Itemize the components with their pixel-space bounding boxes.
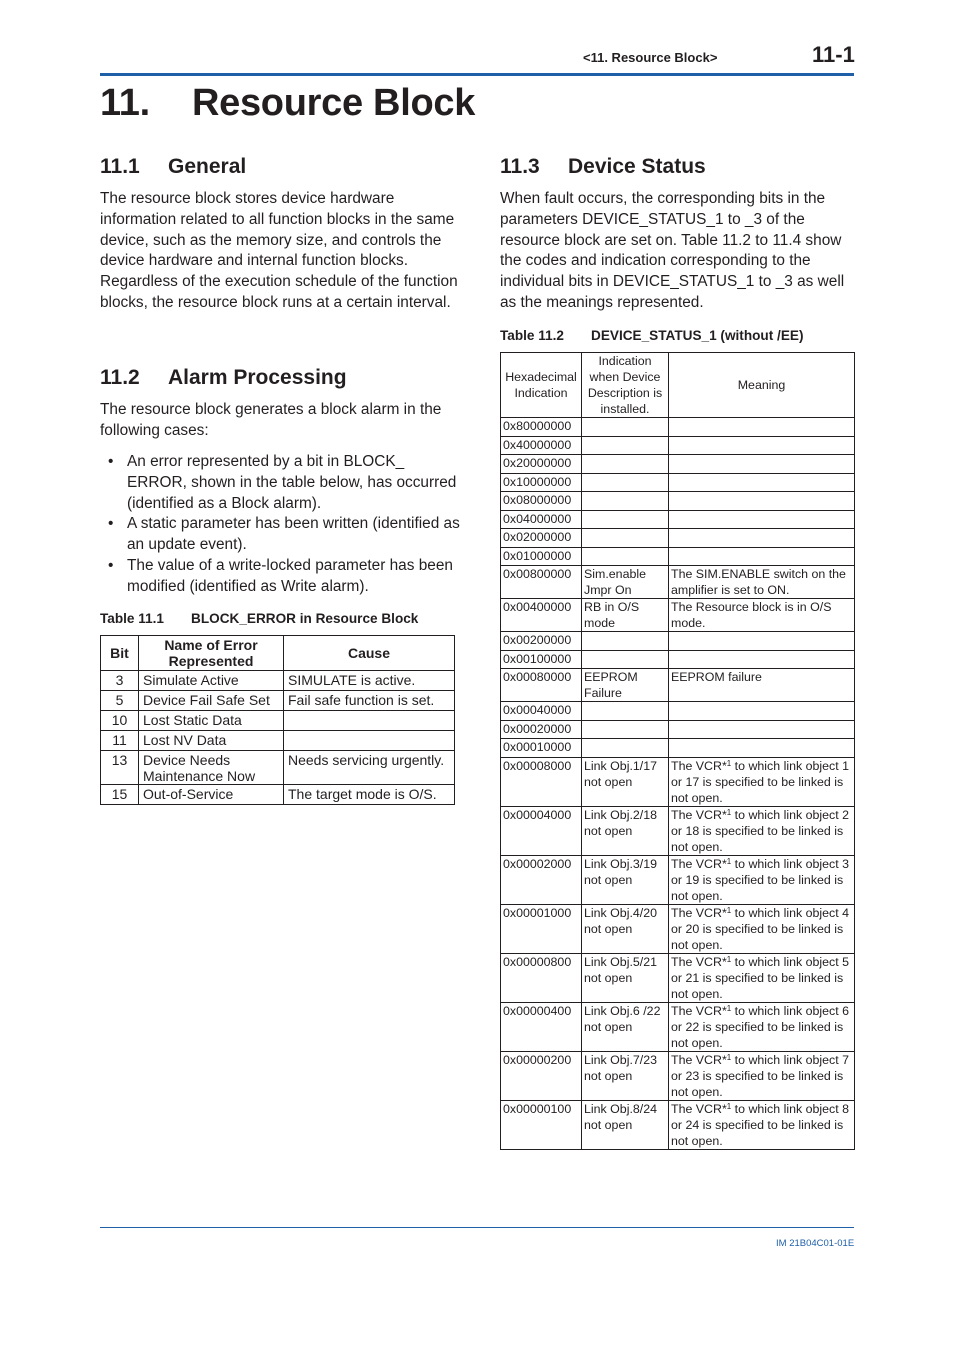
table-row <box>501 806 855 855</box>
device-status-table <box>500 352 855 1150</box>
meaning-text: to which link object 3 or 19 is specified to be linked is not open. <box>671 856 850 903</box>
table-row <box>501 455 855 474</box>
vcr-prefix: The VCR* <box>671 807 727 822</box>
table-cell: Simulate Active <box>139 671 284 691</box>
table-cell: Lost Static Data <box>139 711 284 731</box>
table-cell: 0x00020000 <box>501 720 582 739</box>
footnote-marker: 1 <box>726 1003 732 1013</box>
table-cell <box>669 650 855 669</box>
table-row <box>501 547 855 566</box>
table-row <box>501 702 855 721</box>
table-row <box>501 566 855 599</box>
section-number: 11.2 <box>100 366 140 389</box>
meaning-text: to which link object 1 or 17 is specified to be linked is not open. <box>671 758 850 805</box>
table-cell: Link Obj.3/19 not open <box>582 855 669 904</box>
header-rule <box>100 73 854 76</box>
table-row <box>501 650 855 669</box>
table-cell: 3 <box>101 671 139 691</box>
table-cell <box>669 739 855 758</box>
column-header: Name of Error Represented <box>139 636 284 671</box>
table-row <box>501 473 855 492</box>
table-cell <box>669 632 855 651</box>
table-cell <box>669 436 855 455</box>
footnote-marker: 1 <box>726 856 732 866</box>
table-cell: 0x00010000 <box>501 739 582 758</box>
column-header: Cause <box>284 636 455 671</box>
table-cell: EEPROM Failure <box>582 669 669 702</box>
table-row <box>501 739 855 758</box>
table-row <box>501 720 855 739</box>
table-cell: 0x00002000 <box>501 855 582 904</box>
table-cell <box>582 702 669 721</box>
footnote-marker: 1 <box>726 1052 732 1062</box>
document-id: IM 21B04C01-01E <box>776 1238 855 1249</box>
table-cell <box>582 492 669 511</box>
section-heading-device-status <box>500 155 706 179</box>
meaning-text: to which link object 8 or 24 is specified to be linked is not open. <box>671 1101 850 1148</box>
table-row <box>101 671 455 691</box>
section-number: 11.1 <box>100 155 140 178</box>
caption-title: DEVICE_STATUS_1 (without /EE) <box>591 328 804 343</box>
meaning-text: to which link object 5 or 21 is specified to be linked is not open. <box>671 954 850 1001</box>
table-cell: Needs servicing urgently. <box>284 751 455 785</box>
table-cell: Link Obj.6 /22 not open <box>582 1002 669 1051</box>
table-cell: Lost NV Data <box>139 731 284 751</box>
table-cell: 0x00800000 <box>501 566 582 599</box>
table-cell: Link Obj.8/24 not open <box>582 1100 669 1149</box>
table-row <box>501 436 855 455</box>
table-cell: The target mode is O/S. <box>284 785 455 805</box>
chapter-title <box>100 82 475 125</box>
table-cell <box>582 510 669 529</box>
table-cell: Link Obj.4/20 not open <box>582 904 669 953</box>
table-cell: 0x00200000 <box>501 632 582 651</box>
section-title: Device Status <box>568 155 706 178</box>
running-header-section: <11. Resource Block> <box>583 50 718 65</box>
table-cell <box>669 806 855 855</box>
section-number: 11.3 <box>500 155 540 178</box>
table-cell <box>669 510 855 529</box>
meaning-text: to which link object 2 or 18 is specified to be linked is not open. <box>671 807 850 854</box>
table-cell: 0x20000000 <box>501 455 582 474</box>
table-row <box>501 1002 855 1051</box>
table-cell: Link Obj.2/18 not open <box>582 806 669 855</box>
table-cell <box>669 953 855 1002</box>
table-row <box>501 529 855 548</box>
footnote-marker: 1 <box>726 807 732 817</box>
table-row <box>501 632 855 651</box>
vcr-prefix: The VCR* <box>671 1003 727 1018</box>
table-cell <box>582 436 669 455</box>
bullet-item: • The value of a write-locked parameter has been modified (identified as Write alarm). <box>100 556 460 598</box>
table-cell: SIMULATE is active. <box>284 671 455 691</box>
table-cell: Fail safe function is set. <box>284 691 455 711</box>
device-status-body: When fault occurs, the corresponding bits in the parameters DEVICE_STATUS_1 to _3 of the resource block are set on. Table 11.2 to 11.4 show the codes and indication corresponding to the individual bits in DEVICE_STATUS_1 to _3 as well as the meanings represented. <box>500 190 845 311</box>
alarm-body: The resource block generates a block alarm in the following cases: <box>100 401 442 439</box>
table-cell: 11 <box>101 731 139 751</box>
table-row <box>501 855 855 904</box>
vcr-prefix: The VCR* <box>671 1101 727 1116</box>
table-cell: 0x00000100 <box>501 1100 582 1149</box>
table-row <box>501 599 855 632</box>
table-row <box>501 953 855 1002</box>
table-cell <box>669 492 855 511</box>
section-heading-alarm <box>100 366 347 390</box>
table-cell: The Resource block is in O/S mode. <box>669 599 855 632</box>
table-cell: The SIM.ENABLE switch on the amplifier is set to ON. <box>669 566 855 599</box>
table-cell <box>669 720 855 739</box>
caption-number: Table 11.2 <box>500 328 564 343</box>
table-header-row <box>501 353 855 418</box>
table-row <box>501 1051 855 1100</box>
table-row <box>101 785 455 805</box>
table-cell <box>669 904 855 953</box>
table-cell <box>669 418 855 437</box>
column-header: Meaning <box>669 353 855 418</box>
table-cell: 13 <box>101 751 139 785</box>
table-cell: 5 <box>101 691 139 711</box>
footnote-marker: 1 <box>726 1101 732 1111</box>
table-cell <box>582 650 669 669</box>
table-cell: 0x00400000 <box>501 599 582 632</box>
table-cell: Device Fail Safe Set <box>139 691 284 711</box>
block-error-table <box>100 635 455 805</box>
table2-caption <box>500 328 803 343</box>
table-cell <box>669 1051 855 1100</box>
table-cell: 0x00000400 <box>501 1002 582 1051</box>
vcr-prefix: The VCR* <box>671 856 727 871</box>
table-cell: 0x00000800 <box>501 953 582 1002</box>
table-cell: 0x00001000 <box>501 904 582 953</box>
vcr-prefix: The VCR* <box>671 1052 727 1067</box>
table-cell <box>582 455 669 474</box>
table-cell <box>582 720 669 739</box>
section-title: General <box>168 155 247 178</box>
table-row <box>501 418 855 437</box>
table-header-row <box>101 636 455 671</box>
table-cell: Link Obj.7/23 not open <box>582 1051 669 1100</box>
table-cell: 0x00040000 <box>501 702 582 721</box>
chapter-number: 11. <box>100 82 150 124</box>
table-row <box>501 757 855 806</box>
table-row <box>501 904 855 953</box>
table-row <box>101 691 455 711</box>
table-cell: EEPROM failure <box>669 669 855 702</box>
chapter-title-text: Resource Block <box>192 82 476 124</box>
table-cell <box>582 547 669 566</box>
meaning-text: to which link object 6 or 22 is specified to be linked is not open. <box>671 1003 850 1050</box>
table-cell: Out-of-Service <box>139 785 284 805</box>
bullet-item: • An error represented by a bit in BLOCK_ ERROR, shown in the table below, has occurred (identified as a Block alarm). <box>100 452 460 514</box>
meaning-text: to which link object 4 or 20 is specified to be linked is not open. <box>671 905 850 952</box>
table-cell: 0x04000000 <box>501 510 582 529</box>
page-number: 11-1 <box>812 42 855 67</box>
caption-number: Table 11.1 <box>100 611 164 626</box>
table-row <box>501 510 855 529</box>
table-cell: 15 <box>101 785 139 805</box>
table-cell: 0x08000000 <box>501 492 582 511</box>
table-cell: 0x02000000 <box>501 529 582 548</box>
table-cell: Sim.enable Jmpr On <box>582 566 669 599</box>
alarm-bullet-list <box>100 452 460 598</box>
table-cell <box>669 455 855 474</box>
vcr-prefix: The VCR* <box>671 905 727 920</box>
section-heading-general <box>100 155 246 179</box>
table-cell <box>669 529 855 548</box>
table-cell <box>669 547 855 566</box>
table-cell: 0x40000000 <box>501 436 582 455</box>
table-cell: 0x00008000 <box>501 757 582 806</box>
table-cell <box>669 702 855 721</box>
footnote-marker: 1 <box>726 954 732 964</box>
table-cell: RB in O/S mode <box>582 599 669 632</box>
table-cell: Link Obj.5/21 not open <box>582 953 669 1002</box>
table-cell <box>669 855 855 904</box>
bullet-item: • A static parameter has been written (identified as an update event). <box>100 514 460 556</box>
table-row <box>501 669 855 702</box>
table-cell: 0x01000000 <box>501 547 582 566</box>
table-row <box>101 731 455 751</box>
section-title: Alarm Processing <box>168 366 347 389</box>
table-cell <box>669 473 855 492</box>
table-cell: 0x00000200 <box>501 1051 582 1100</box>
footer-rule <box>100 1227 854 1228</box>
table-cell: 0x10000000 <box>501 473 582 492</box>
table-cell <box>582 632 669 651</box>
table-cell <box>669 1002 855 1051</box>
vcr-prefix: The VCR* <box>671 954 727 969</box>
footnote-marker: 1 <box>726 905 732 915</box>
meaning-text: to which link object 7 or 23 is specified to be linked is not open. <box>671 1052 850 1099</box>
table-cell <box>582 418 669 437</box>
vcr-prefix: The VCR* <box>671 758 727 773</box>
table-cell: 0x00100000 <box>501 650 582 669</box>
table-row <box>101 751 455 785</box>
general-body: The resource block stores device hardware information related to all function blocks in the same device, such as the memory size, and controls the device hardware and internal function blocks. Regardless of the execution schedule of the function blocks, the resource block runs at a certain interval. <box>100 190 458 311</box>
table-cell <box>284 711 455 731</box>
table-cell: Link Obj.1/17 not open <box>582 757 669 806</box>
table-cell <box>284 731 455 751</box>
table-cell <box>582 473 669 492</box>
table-cell <box>582 739 669 758</box>
table1-caption <box>100 611 418 626</box>
table-cell <box>669 757 855 806</box>
column-header: Bit <box>101 636 139 671</box>
table-row <box>101 711 455 731</box>
column-header: Indication when Device Description is installed. <box>582 353 669 418</box>
table-cell: Device Needs Maintenance Now <box>139 751 284 785</box>
column-header: Hexadecimal Indication <box>501 353 582 418</box>
caption-title: BLOCK_ERROR in Resource Block <box>191 611 419 626</box>
table-row <box>501 492 855 511</box>
table-cell: 10 <box>101 711 139 731</box>
table-row <box>501 1100 855 1149</box>
footnote-marker: 1 <box>726 758 732 768</box>
table-cell <box>669 1100 855 1149</box>
table-cell: 0x00080000 <box>501 669 582 702</box>
table-cell <box>582 529 669 548</box>
table-cell: 0x80000000 <box>501 418 582 437</box>
table-cell: 0x00004000 <box>501 806 582 855</box>
